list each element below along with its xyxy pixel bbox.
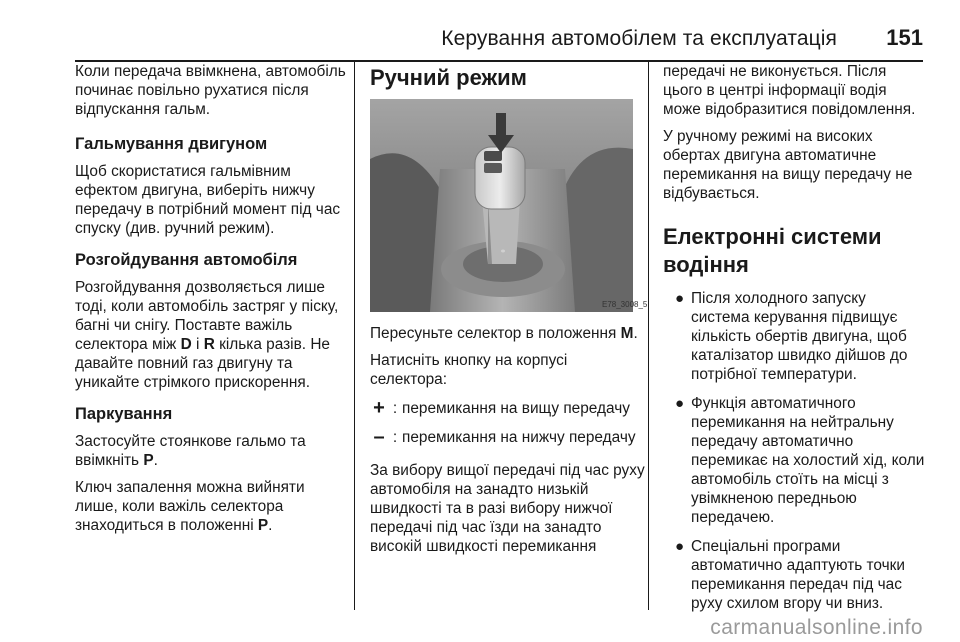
electronic-systems-heading: Електронні системи водіння xyxy=(663,224,882,277)
shift-down-row xyxy=(370,428,645,447)
gear-p-label: P xyxy=(143,452,154,469)
shift-down-text: перемикання на нижчу передачу xyxy=(402,429,636,446)
parking-text-2: Ключ запалення можна вийняти лише, коли важіль селектора знаходиться в положенні P. xyxy=(75,479,305,534)
engine-braking-heading: Гальмування двигуном xyxy=(75,135,268,153)
shift-note-text: За вибору вищої передачі під час руху автомобіля на занадто низькій швидкості та в разі вибору нижчої передачі під час їзди на занадто високій швидкості перемикання xyxy=(370,462,645,555)
parking-heading: Паркування xyxy=(75,405,173,423)
page-header xyxy=(75,20,923,62)
column-divider-right xyxy=(648,62,649,610)
gear-p-label-2: P xyxy=(257,517,269,534)
column-right xyxy=(663,62,925,623)
intro-paragraph: Коли передача ввімкнена, автомобіль починає повільно рухатися після відпускання гальм. xyxy=(75,63,346,118)
parking-text-1: Застосуйте стоянкове гальмо та ввімкніть P. xyxy=(75,433,306,469)
bullet-icon: ● xyxy=(675,395,685,412)
watermark: carmanualsonline.info xyxy=(710,616,923,639)
plus-icon: + xyxy=(373,397,385,419)
shift-up-text: перемикання на вищу передачу xyxy=(402,400,630,417)
column-middle xyxy=(370,62,648,556)
shift-up-row xyxy=(370,399,645,418)
move-selector-text: Пересуньте селектор в положення M. xyxy=(370,325,638,342)
minus-icon: – xyxy=(373,426,385,448)
page-number: 151 xyxy=(886,25,923,50)
list-item: ● Спеціальні програми автоматично адаптують точки перемикання передач під час руху схилом вгору чи вниз. xyxy=(675,538,905,612)
colon: : xyxy=(392,429,398,446)
bullet-icon: ● xyxy=(675,538,685,555)
list-item: ● Функція автоматичного перемикання на нейтральну передачу автоматично перемикає на холостий хід, коли автомобіль стоїть на місці з увімкненою передньою передачею. xyxy=(675,395,925,526)
gear-d-label: D xyxy=(180,336,192,353)
gear-m-label: M xyxy=(620,325,634,342)
column-left xyxy=(75,62,350,535)
engine-braking-text: Щоб скористатися гальмівним ефектом двигуна, виберіть нижчу передачу в потрібний момент під час спуску (див. ручний режим). xyxy=(75,163,341,237)
rocking-heading: Розгойдування автомобіля xyxy=(75,251,298,269)
page-header-title: Керування автомобілем та експлуатація xyxy=(441,27,837,50)
gear-selector-illustration xyxy=(370,99,648,312)
continuation-text: передачі не виконується. Після цього в центрі інформації водія може відобразитися повідомлення. xyxy=(663,63,916,118)
column-divider-left xyxy=(354,62,355,610)
photo-tab-code: E78_3008_5 xyxy=(602,300,648,309)
manual-mode-heading: Ручний режим xyxy=(370,65,527,90)
rocking-text: Розгойдування дозволяється лише тоді, коли автомобіль застряг у піску, багні чи снігу. Поставте важіль селектора між D і R кілька разів. Не давайте повний газ двигуну та уникайте стрімкого прискорення. xyxy=(75,279,339,391)
list-item: ● Після холодного запуску система керування підвищує кількість обертів двигуна, щоб каталізатор швидко дійшов до потрібної температури. xyxy=(675,290,908,383)
colon: : xyxy=(392,400,398,417)
electronic-systems-list xyxy=(663,289,925,613)
gear-selector-photo xyxy=(370,99,648,312)
bullet-icon: ● xyxy=(675,290,685,307)
high-rpm-text: У ручному режимі на високих обертах двигуна автоматичне перемикання на вищу передачу не відбувається. xyxy=(663,128,913,202)
press-button-text: Натисніть кнопку на корпусі селектора: xyxy=(370,352,568,388)
gear-r-label: R xyxy=(203,336,215,353)
